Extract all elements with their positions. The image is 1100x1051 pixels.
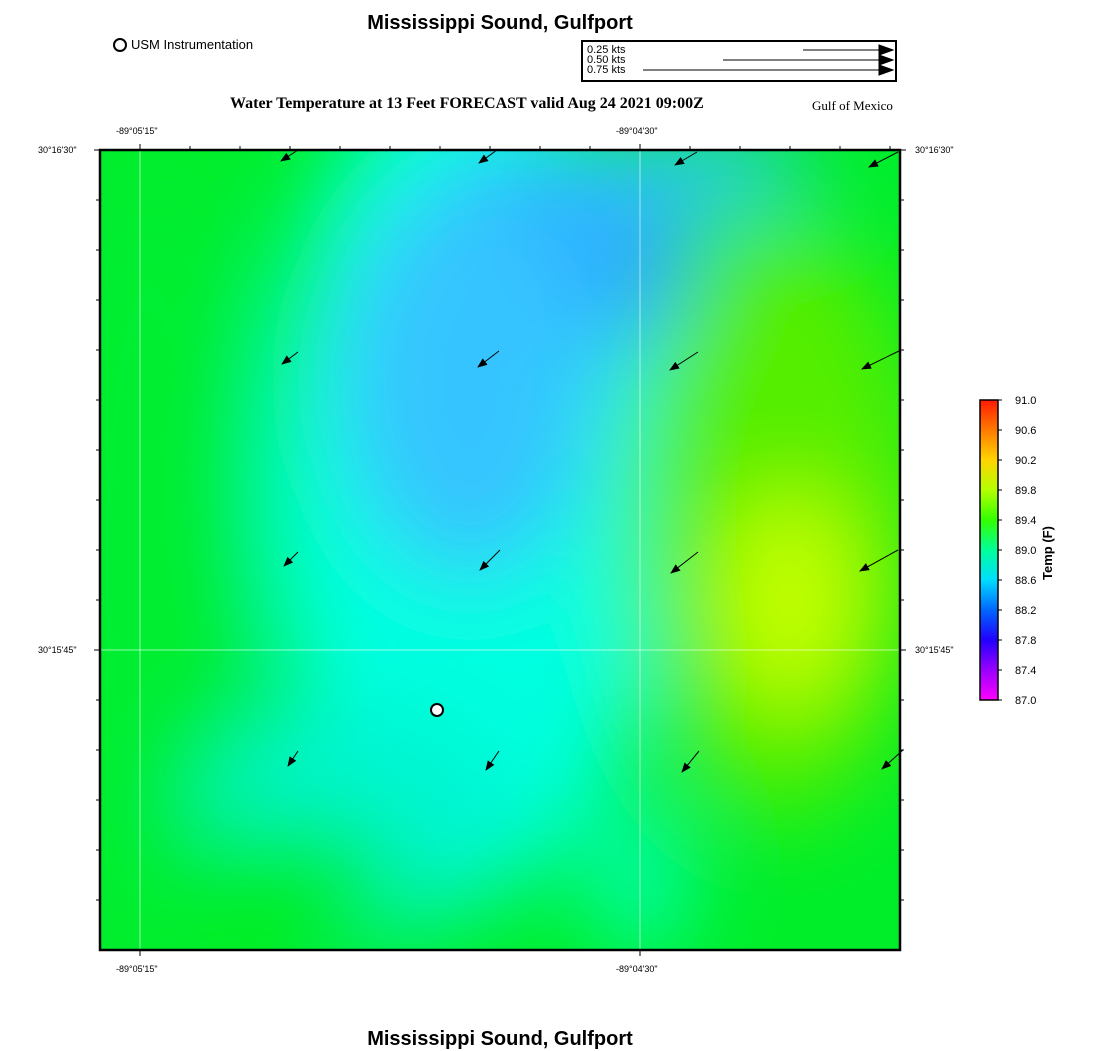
colorbar-tick: 87.8 [1015,635,1037,647]
region-label: Gulf of Mexico [812,98,893,113]
map-title: Water Temperature at 13 Feet FORECAST valid Aug 24 2021 09:00Z [230,95,704,112]
lat-label-left-mid: 30°15'45" [38,645,77,655]
colorbar-tick: 89.4 [1015,515,1037,527]
lat-label-left-top: 30°16'30" [38,145,77,155]
station-legend-label: USM Instrumentation [131,37,254,52]
colorbar-tick: 89.8 [1015,485,1037,497]
lon-label-top-right: -89°04'30" [616,126,658,136]
colorbar-tick: 90.6 [1015,425,1037,437]
colorbar-tick: 88.6 [1015,575,1037,587]
page-title: Mississippi Sound, Gulfport [367,12,633,34]
colorbar-tick: 90.2 [1015,455,1037,467]
lat-label-right-mid: 30°15'45" [915,645,954,655]
scale-label-050: 0.50 kts [587,54,626,66]
scale-label-075: 0.75 kts [587,64,626,76]
colorbar-tick: 88.2 [1015,605,1037,617]
footer-title: Mississippi Sound, Gulfport [367,1028,633,1050]
lon-label-bottom-left: -89°05'15" [116,964,158,974]
colorbar-title: Temp (F) [1040,526,1055,580]
scale-label-025: 0.25 kts [587,44,626,56]
lon-label-bottom-right: -89°04'30" [616,964,658,974]
lon-label-top-left: -89°05'15" [116,126,158,136]
usm-station-marker-icon [431,704,443,716]
colorbar-tick: 89.0 [1015,545,1037,557]
colorbar-tick: 91.0 [1015,395,1037,407]
lat-label-right-top: 30°16'30" [915,145,954,155]
colorbar-tick: 87.0 [1015,695,1037,707]
colorbar-tick: 87.4 [1015,665,1037,677]
temperature-field [40,60,930,960]
colorbar-gradient [980,400,998,700]
